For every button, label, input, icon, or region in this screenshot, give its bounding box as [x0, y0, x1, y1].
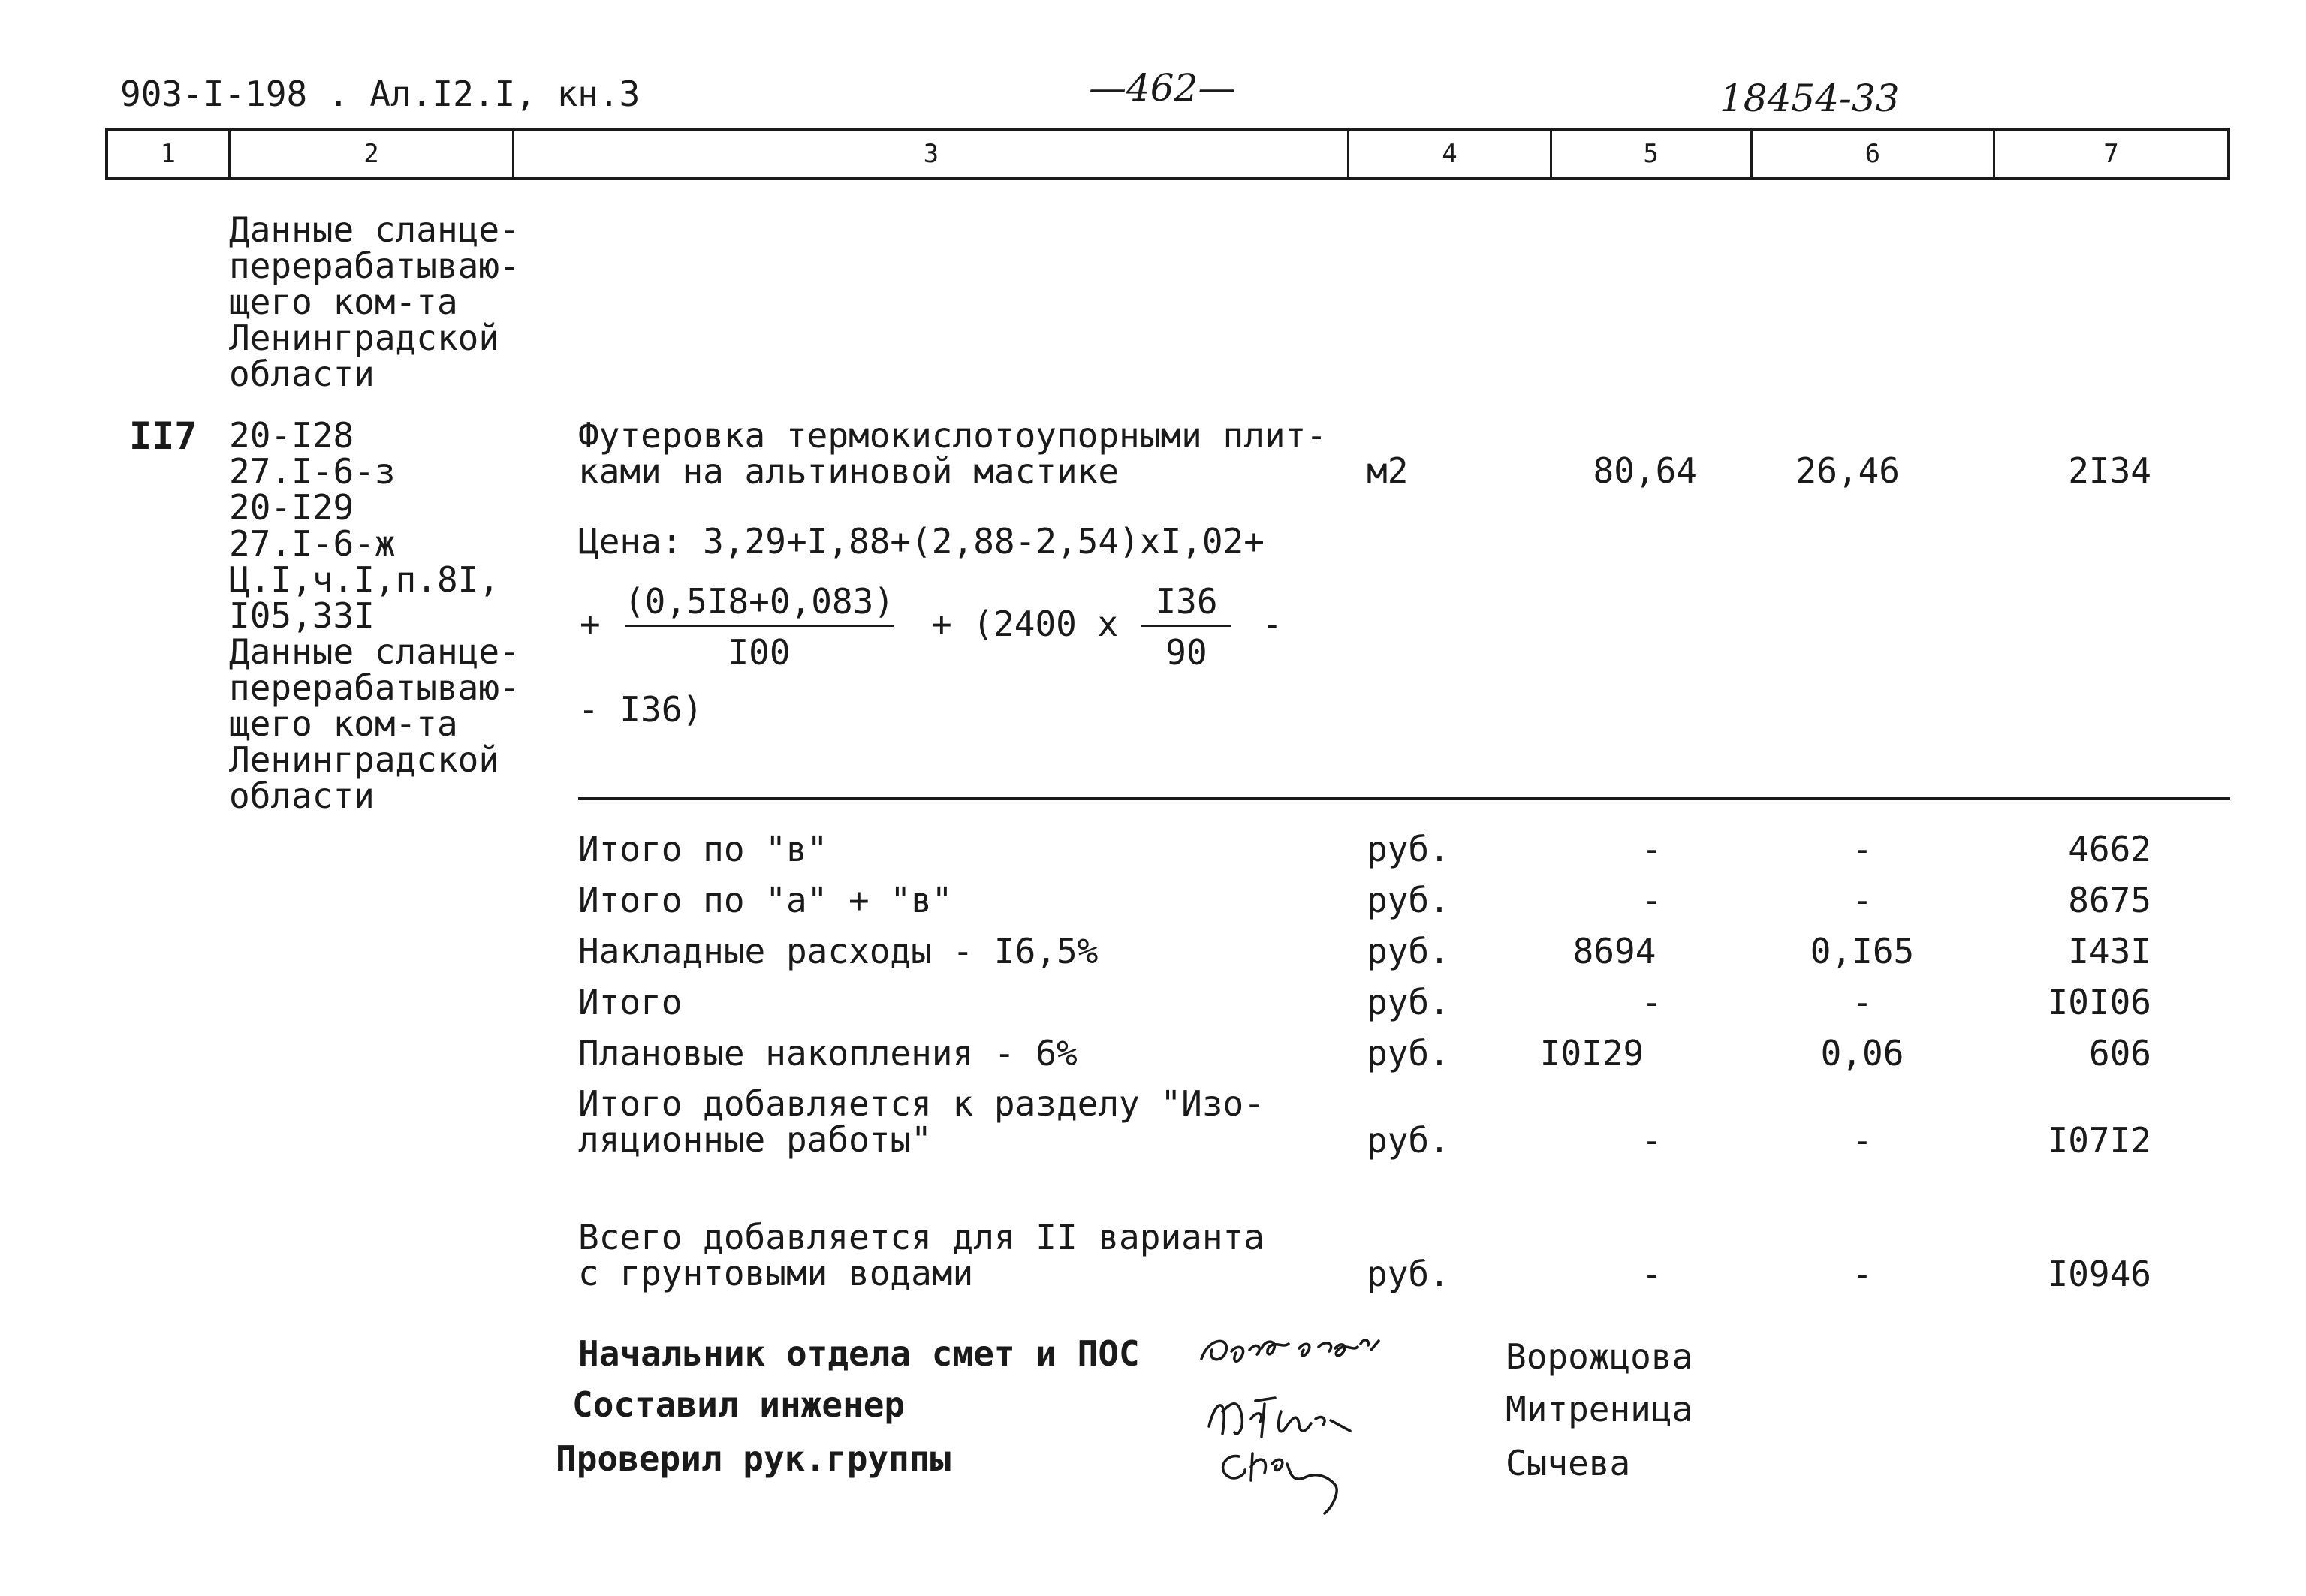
row-2-total: 2I34 [2068, 450, 2151, 491]
signature-name: Митреница [1506, 1389, 1693, 1429]
summary-base: - [1641, 829, 1662, 869]
formula-line-1: Цена: 3,29+I,88+(2,88-2,54)xI,02+ [578, 521, 1265, 562]
basis-line: 27.I-6-ж [229, 523, 396, 564]
summary-separator [578, 797, 2230, 800]
summary-unit: руб. [1367, 829, 1450, 869]
summary-total: 4662 [2068, 829, 2151, 869]
fraction-1-bar [625, 625, 894, 627]
basis-line: перерабатываю- [229, 245, 520, 286]
summary-total: I0I06 [2047, 982, 2151, 1022]
summary-label-line: Итого добавляется к разделу "Изо- [578, 1083, 1265, 1124]
fraction-2-bar [1141, 625, 1231, 627]
formula-mid: + (2400 x [931, 604, 1119, 644]
basis-line: Ц.I,ч.I,п.8I, [229, 559, 500, 600]
basis-line: области [229, 775, 375, 816]
summary-unit: руб. [1367, 931, 1450, 971]
row-2-work-name [578, 415, 1327, 492]
basis-line: щего ком-та [229, 282, 458, 322]
summary-base: - [1641, 880, 1662, 920]
row-2-quantity: 80,64 [1593, 450, 1697, 491]
signature-name: Сычева [1506, 1443, 1631, 1483]
row-2-basis [229, 417, 520, 814]
row-1-basis [229, 209, 520, 394]
basis-line: Данные сланце- [229, 209, 520, 250]
summary-unit: руб. [1367, 982, 1450, 1022]
column-header-3: 3 [514, 131, 1349, 177]
summary-base: - [1641, 1120, 1662, 1161]
column-header-6: 6 [1753, 131, 1995, 177]
signature-role: Составил инженер [572, 1384, 906, 1425]
summary-total: I43I [2068, 931, 2151, 971]
formula-plus: + [580, 604, 601, 644]
fraction-1-denominator: I00 [728, 632, 791, 673]
row-2-unit: м2 [1367, 450, 1409, 491]
sheet-code: 18454-33 [1720, 77, 1900, 120]
summary-rate: 0,06 [1820, 1033, 1904, 1074]
document-code: 903-I-198 . Ал.I2.I, кн.3 [120, 74, 641, 114]
signature-role: Проверил рук.группы [556, 1438, 951, 1479]
summary-label [578, 1219, 1265, 1291]
summary-label-line: Всего добавляется для II варианта [578, 1217, 1265, 1257]
summary-label: Плановые накопления - 6% [578, 1033, 1078, 1074]
summary-label-line: ляционные работы" [578, 1119, 932, 1160]
formula-line-3: - I36) [578, 689, 704, 730]
work-name-line: Футеровка термокислотоупорными плит- [578, 415, 1327, 456]
summary-unit: руб. [1367, 1033, 1450, 1074]
signature-role: Начальник отдела смет и ПОС [578, 1333, 1140, 1374]
summary-label [578, 1083, 1265, 1160]
column-header-4: 4 [1349, 131, 1551, 177]
summary-base: - [1641, 982, 1662, 1022]
column-header-row [105, 128, 2230, 180]
row-2-number: II7 [129, 414, 197, 458]
basis-line: щего ком-та [229, 703, 458, 744]
summary-rate: - [1852, 1120, 1873, 1161]
summary-rate: - [1852, 880, 1873, 920]
fraction-2-denominator: 90 [1165, 632, 1207, 673]
summary-label: Итого [578, 982, 683, 1022]
summary-total: 8675 [2068, 880, 2151, 920]
summary-unit: руб. [1367, 880, 1450, 920]
summary-label-line: с грунтовыми водами [578, 1253, 974, 1293]
summary-unit: руб. [1367, 1254, 1450, 1294]
summary-rate: - [1852, 982, 1873, 1022]
basis-line: 20-I29 [229, 487, 354, 528]
row-2-price: 26,46 [1795, 450, 1900, 491]
summary-label: Итого по "а" + "в" [578, 880, 953, 920]
basis-line: Данные сланце- [229, 631, 520, 672]
column-header-5: 5 [1552, 131, 1753, 177]
summary-base: I0I29 [1539, 1033, 1644, 1074]
fraction-2-numerator: I36 [1155, 581, 1218, 622]
summary-unit: руб. [1367, 1120, 1450, 1161]
summary-rate: 0,I65 [1810, 931, 1915, 971]
basis-line: I05,33I [229, 595, 375, 636]
column-header-2: 2 [231, 131, 515, 177]
summary-rate: - [1852, 1254, 1873, 1294]
handwritten-signature [1186, 1306, 1502, 1524]
summary-base: 8694 [1572, 931, 1656, 971]
column-header-7: 7 [2103, 139, 2119, 169]
basis-line: 27.I-6-з [229, 451, 396, 492]
signature-name: Ворожцова [1506, 1336, 1693, 1377]
basis-line: 20-I28 [229, 415, 354, 456]
summary-total: I07I2 [2047, 1120, 2151, 1161]
basis-line: перерабатываю- [229, 667, 520, 708]
basis-line: области [229, 354, 375, 394]
summary-total: I0946 [2047, 1254, 2151, 1294]
page-number: —462— [1089, 66, 1236, 110]
work-name-line: ками на альтиновой мастике [578, 451, 1120, 492]
formula-tail: - [1262, 604, 1283, 644]
basis-line: Ленинградской [229, 739, 500, 780]
summary-base: - [1641, 1254, 1662, 1294]
column-header-1: 1 [108, 131, 231, 177]
fraction-1-numerator: (0,5I8+0,083) [623, 581, 895, 622]
summary-rate: - [1852, 829, 1873, 869]
summary-total: 606 [2088, 1033, 2151, 1074]
basis-line: Ленинградской [229, 318, 500, 358]
summary-label: Накладные расходы - I6,5% [578, 931, 1099, 971]
summary-label: Итого по "в" [578, 829, 828, 869]
